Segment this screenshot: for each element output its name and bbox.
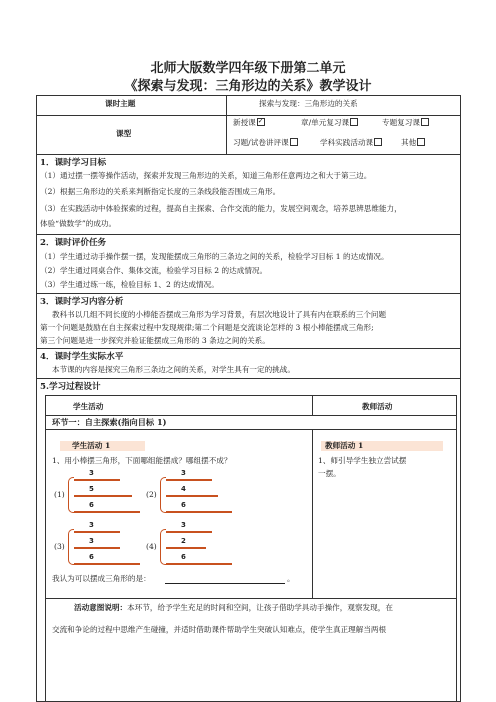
topic-value: 探索与发现：三角形边的关系 xyxy=(259,99,358,108)
question-text: 1、用小棒摆三角形，下面哪组能摆成？哪组摆不成？ xyxy=(52,456,232,465)
stick-length-label: 6 xyxy=(89,501,94,509)
stick-bar xyxy=(74,511,140,513)
student-activity-title: 学生活动 1 xyxy=(72,441,111,450)
doc-title: 北师大版数学四年级下册第二单元 xyxy=(150,61,346,76)
checkbox-checked-icon[interactable] xyxy=(257,118,265,126)
stick-bar xyxy=(74,531,120,533)
stick-length-label: 3 xyxy=(89,537,94,545)
teacher-instruction: 1、师引导学生独立尝试摆 xyxy=(318,456,407,465)
level-line: 本节课的内容是探究三角形三条边之间的关系，对学生具有一定的挑战。 xyxy=(52,365,295,374)
type-option-other[interactable]: 其他 xyxy=(401,137,425,149)
stick-bar xyxy=(166,531,212,533)
intent-line: 活动意图说明：本环节，给予学生充足的时间和空间，让孩子借助学具动手操作，观察发现，在 xyxy=(74,603,393,612)
section-heading: 4．课时学生实际水平 xyxy=(40,352,124,362)
type-option-unit-review[interactable]: 章/单元复习课 xyxy=(301,117,358,129)
topic-label: 课时主题 xyxy=(105,99,136,108)
stick-bar xyxy=(166,495,218,497)
answer-prompt: 我认为可以摆成三角形的是： xyxy=(52,574,151,583)
goal-3: （3）在实践活动中体验探索的过程，提高自主探索、合作交流的能力，发展空间观念，培养思辨思维能力， xyxy=(40,204,402,213)
stick-bar xyxy=(166,563,232,565)
stick-bar xyxy=(166,547,206,549)
stick-length-label: 3 xyxy=(181,469,186,477)
row-divider xyxy=(36,154,461,155)
stick-bar xyxy=(74,479,120,481)
doc-subtitle: 《探索与发现：三角形边的关系》教学设计 xyxy=(124,79,372,94)
teacher-activity-title: 教师活动 1 xyxy=(325,441,364,450)
type-option-new[interactable]: 新授课✓ xyxy=(233,117,265,129)
goal-1: （1）通过摆一摆等操作活动，探索并发现三角形边的关系，知道三角形任意两边之和大于第三边。 xyxy=(40,171,372,180)
stick-bar xyxy=(166,511,232,513)
stick-length-label: 6 xyxy=(181,553,186,561)
group-label: (1) xyxy=(54,490,65,499)
checkbox-icon[interactable] xyxy=(417,138,425,146)
stick-length-label: 4 xyxy=(181,485,186,493)
stick-bar xyxy=(74,547,120,549)
col-divider xyxy=(226,95,227,154)
stick-length-label: 3 xyxy=(89,521,94,529)
stick-bar xyxy=(74,563,140,565)
group-label: (2) xyxy=(146,490,157,499)
row-divider xyxy=(36,293,461,294)
row-divider xyxy=(36,115,461,116)
row-divider xyxy=(36,378,461,379)
eval-2: （2）学生通过同桌合作、集体交流，检验学习目标 2 的达成情况。 xyxy=(40,266,268,275)
type-option-practice[interactable]: 学科实践活动课 xyxy=(320,137,382,149)
checkbox-icon[interactable] xyxy=(290,138,298,146)
goal-2: （2）根据三角形边的关系来判断指定长度的三条线段能否围成三角形。 xyxy=(40,187,281,196)
stick-length-label: 6 xyxy=(89,553,94,561)
row-divider xyxy=(36,234,461,235)
eval-1: （1）学生通过动手操作摆一摆，发现能摆成三角形的三条边之间的关系，检验学习目标 1 的达成情况。 xyxy=(40,252,389,261)
stick-bar xyxy=(74,495,132,497)
goal-3-cont: 体验“做数学”的成功。 xyxy=(40,219,117,228)
group-label: (3) xyxy=(54,542,65,551)
checkbox-icon[interactable] xyxy=(350,118,358,126)
checkbox-icon[interactable] xyxy=(421,118,429,126)
stick-length-label: 3 xyxy=(89,469,94,477)
eval-3: （3）学生通过练一练，检验目标 1、2 的达成情况。 xyxy=(40,280,219,289)
answer-end: 。 xyxy=(287,574,295,583)
intent-line-2: 交流和争论的过程中思维产生碰撞，并适时借助课件帮助学生突破认知难点，使学生真正理解当两根 xyxy=(52,625,387,634)
col-divider xyxy=(312,430,313,598)
stick-bar xyxy=(166,479,212,481)
stage-heading: 环节一：自主探索(指向目标 1) xyxy=(52,417,167,427)
section-heading: 1．课时学习目标 xyxy=(40,158,107,168)
analysis-line: 教科书以几组不同长度的小棒能否摆成三角形为学习背景，有层次地设计了具有内在联系的三个问题 xyxy=(52,310,387,319)
row-divider xyxy=(45,429,457,430)
section-heading: 2．课时评价任务 xyxy=(40,238,107,248)
type-label: 课型 xyxy=(116,129,132,138)
col-divider xyxy=(312,395,313,415)
teacher-instruction-cont: 一摆。 xyxy=(318,469,341,478)
stick-length-label: 5 xyxy=(89,485,94,493)
col-student-header: 学生活动 xyxy=(73,402,104,411)
row-divider xyxy=(45,598,457,599)
stick-length-label: 2 xyxy=(181,537,186,545)
group-label: (4) xyxy=(146,542,157,551)
type-option-topic-review[interactable]: 专题复习课 xyxy=(382,117,429,129)
stick-length-label: 6 xyxy=(181,501,186,509)
analysis-line: 第三个问题是进一步探究并验证能摆成三角形的 3 条边之间的关系。 xyxy=(40,336,270,345)
checkbox-icon[interactable] xyxy=(374,138,382,146)
analysis-line: 第一个问题是鼓励在自主探索过程中发现规律;第二个问题是交流谈论怎样的 3 根小棒能摆成三角形; xyxy=(40,323,374,332)
section-heading: 3．课时学习内容分析 xyxy=(40,297,124,307)
type-option-exercise[interactable]: 习题/试卷讲评课 xyxy=(233,137,298,149)
col-teacher-header: 教师活动 xyxy=(362,402,393,411)
section-heading: 5.学习过程设计 xyxy=(40,382,101,392)
stick-length-label: 3 xyxy=(181,521,186,529)
row-divider xyxy=(36,348,461,349)
answer-blank[interactable] xyxy=(165,583,285,584)
